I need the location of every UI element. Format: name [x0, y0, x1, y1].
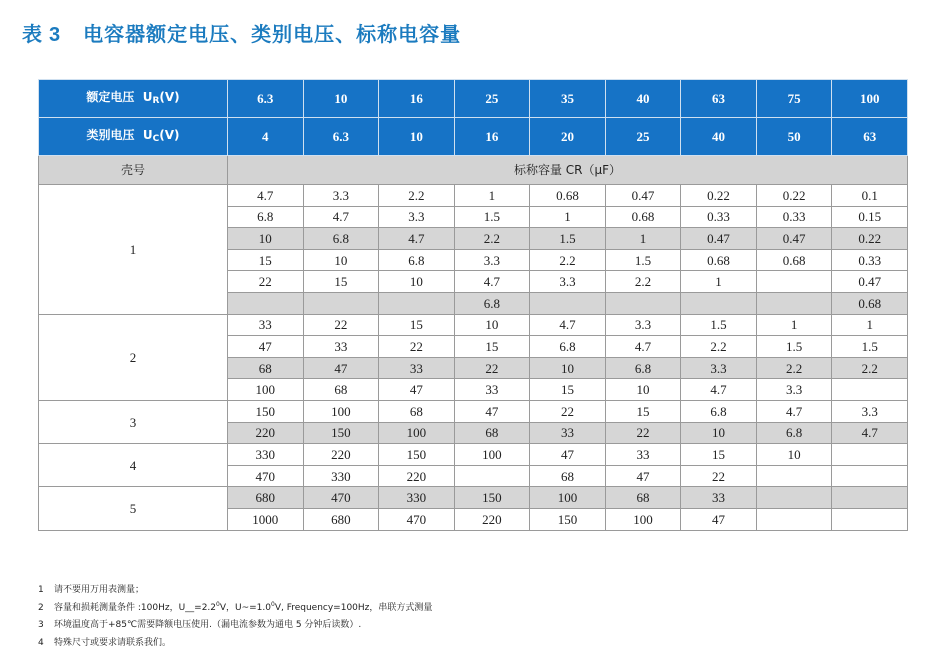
rated-voltage-cell-1: 6.3	[228, 80, 304, 118]
capacitance-cell: 10	[303, 249, 379, 271]
case-number-cell: 2	[39, 314, 228, 400]
capacitance-cell	[530, 292, 606, 314]
capacitance-cell: 1	[605, 228, 681, 250]
capacitance-cell: 0.33	[832, 249, 908, 271]
capacitance-cell: 15	[605, 400, 681, 422]
capacitance-cell: 100	[530, 487, 606, 509]
capacitance-cell: 0.47	[605, 185, 681, 207]
capacitance-cell: 47	[530, 444, 606, 466]
capacitance-cell: 470	[228, 465, 304, 487]
capacitance-cell: 680	[303, 508, 379, 530]
capacitance-cell: 100	[228, 379, 304, 401]
table-row	[39, 444, 908, 466]
capacitance-cell: 100	[303, 400, 379, 422]
capacitance-table	[38, 79, 908, 531]
capacitance-cell: 6.8	[756, 422, 832, 444]
capacitance-cell	[756, 271, 832, 293]
capacitance-cell	[454, 465, 530, 487]
capacitance-cell: 33	[454, 379, 530, 401]
capacitance-cell: 4.7	[530, 314, 606, 336]
capacitance-cell: 68	[303, 379, 379, 401]
capacitance-cell: 15	[303, 271, 379, 293]
capacitance-cell: 22	[681, 465, 757, 487]
capacitance-cell: 10	[228, 228, 304, 250]
capacitance-cell: 2.2	[454, 228, 530, 250]
capacitance-cell: 0.22	[681, 185, 757, 207]
capacitance-cell: 220	[228, 422, 304, 444]
capacitance-cell: 22	[228, 271, 304, 293]
capacitance-cell: 15	[228, 249, 304, 271]
capacitance-cell: 47	[605, 465, 681, 487]
capacitance-cell: 6.8	[228, 206, 304, 228]
capacitance-cell: 2.2	[379, 185, 455, 207]
footnote-1: 1 请不要用万用表测量；	[38, 585, 145, 595]
category-voltage-cell-4: 16	[454, 118, 530, 156]
capacitance-cell: 1	[681, 271, 757, 293]
capacitance-cell: 1.5	[832, 336, 908, 358]
capacitance-cell: 6.8	[379, 249, 455, 271]
capacitance-cell: 470	[379, 508, 455, 530]
capacitance-cell: 2.2	[681, 336, 757, 358]
case-number-cell: 5	[39, 487, 228, 530]
capacitance-cell: 4.7	[681, 379, 757, 401]
capacitance-cell: 0.68	[605, 206, 681, 228]
capacitance-cell: 22	[530, 400, 606, 422]
rated-voltage-cell-7: 63	[681, 80, 757, 118]
capacitance-cell: 4.7	[832, 422, 908, 444]
capacitance-cell: 0.33	[756, 206, 832, 228]
capacitance-cell: 4.7	[228, 185, 304, 207]
capacitance-cell: 68	[530, 465, 606, 487]
category-voltage-cell-6: 25	[605, 118, 681, 156]
capacitance-cell: 22	[303, 314, 379, 336]
rated-voltage-cell-9: 100	[832, 80, 908, 118]
category-voltage-label: 类别电压 $U_C(V)$	[39, 118, 228, 156]
capacitance-cell: 100	[605, 508, 681, 530]
capacitance-cell: 1.5	[605, 249, 681, 271]
capacitance-cell: 0.47	[756, 228, 832, 250]
category-voltage-cell-7: 40	[681, 118, 757, 156]
capacitance-cell: 33	[681, 487, 757, 509]
capacitance-cell: 6.8	[605, 357, 681, 379]
capacitance-cell: 3.3	[605, 314, 681, 336]
capacitance-cell: 680	[228, 487, 304, 509]
table-title: 表 3 电容器额定电压、类别电压、标称电容量	[22, 22, 462, 46]
capacitance-cell: 330	[228, 444, 304, 466]
capacitance-cell: 22	[379, 336, 455, 358]
capacitance-cell: 68	[379, 400, 455, 422]
capacitance-cell: 220	[454, 508, 530, 530]
capacitance-cell: 10	[379, 271, 455, 293]
capacitance-cell: 15	[379, 314, 455, 336]
capacitance-cell: 1000	[228, 508, 304, 530]
capacitance-cell: 150	[530, 508, 606, 530]
capacitance-cell: 2.2	[605, 271, 681, 293]
capacitance-cell: 330	[379, 487, 455, 509]
capacitance-cell: 10	[681, 422, 757, 444]
capacitance-cell: 150	[303, 422, 379, 444]
capacitance-cell: 10	[530, 357, 606, 379]
capacitance-cell: 1	[832, 314, 908, 336]
capacitance-cell: 150	[379, 444, 455, 466]
capacitance-cell: 68	[228, 357, 304, 379]
capacitance-cell: 4.7	[379, 228, 455, 250]
capacitance-cell: 100	[454, 444, 530, 466]
capacitance-cell: 0.22	[756, 185, 832, 207]
table-row	[39, 314, 908, 336]
capacitance-cell: 6.8	[303, 228, 379, 250]
capacitance-cell: 0.68	[832, 292, 908, 314]
capacitance-cell: 2.2	[530, 249, 606, 271]
capacitance-cell: 33	[605, 444, 681, 466]
capacitance-cell: 1.5	[530, 228, 606, 250]
capacitance-cell: 10	[756, 444, 832, 466]
capacitance-cell: 4.7	[303, 206, 379, 228]
category-voltage-cell-8: 50	[756, 118, 832, 156]
capacitance-cell	[303, 292, 379, 314]
rated-voltage-row	[39, 80, 908, 118]
capacitance-cell: 2.2	[756, 357, 832, 379]
capacitance-cell: 3.3	[454, 249, 530, 271]
category-voltage-cell-9: 63	[832, 118, 908, 156]
capacitance-cell: 6.8	[681, 400, 757, 422]
capacitance-cell	[681, 292, 757, 314]
capacitance-cell: 68	[454, 422, 530, 444]
capacitance-cell	[756, 487, 832, 509]
capacitance-cell: 1	[454, 185, 530, 207]
table-row	[39, 400, 908, 422]
capacitance-cell: 3.3	[756, 379, 832, 401]
category-voltage-row	[39, 118, 908, 156]
category-voltage-cell-3: 10	[379, 118, 455, 156]
footnote-2: 2 容量和损耗测量条件 :100Hz，$U\_\_=2.2^0V$，$U\sim=1.0^0V$, Frequency=100Hz，串联方式测量	[38, 600, 433, 613]
rated-voltage-cell-3: 16	[379, 80, 455, 118]
capacitance-cell: 150	[228, 400, 304, 422]
capacitance-cell: 0.33	[681, 206, 757, 228]
capacitance-cell: 0.47	[832, 271, 908, 293]
capacitance-cell: 0.47	[681, 228, 757, 250]
capacitance-cell: 1	[530, 206, 606, 228]
capacitance-cell: 47	[303, 357, 379, 379]
capacitance-cell	[756, 292, 832, 314]
capacitance-cell: 33	[228, 314, 304, 336]
capacitance-cell: 10	[454, 314, 530, 336]
capacitance-cell: 68	[605, 487, 681, 509]
capacitance-cell: 6.8	[530, 336, 606, 358]
section-header-row	[39, 156, 908, 185]
capacitance-cell: 47	[379, 379, 455, 401]
capacitance-cell	[832, 487, 908, 509]
capacitance-cell: 15	[454, 336, 530, 358]
capacitance-cell: 150	[454, 487, 530, 509]
capacitance-cell: 0.68	[681, 249, 757, 271]
capacitance-cell: 33	[530, 422, 606, 444]
capacitance-cell: 22	[605, 422, 681, 444]
capacitance-cell: 47	[454, 400, 530, 422]
capacitance-cell: 330	[303, 465, 379, 487]
footnote-3: 3 环境温度高于+85℃需要降额电压使用.（漏电流参数为通电 5 分钟后读数）.	[38, 620, 362, 630]
capacitance-cell: 4.7	[756, 400, 832, 422]
capacitance-cell: 3.3	[530, 271, 606, 293]
capacitance-cell: 33	[379, 357, 455, 379]
capacitance-cell: 3.3	[832, 400, 908, 422]
case-label: 壳号	[39, 156, 228, 185]
capacitance-cell: 470	[303, 487, 379, 509]
category-voltage-cell-1: 4	[228, 118, 304, 156]
category-voltage-cell-2: 6.3	[303, 118, 379, 156]
rated-voltage-cell-4: 25	[454, 80, 530, 118]
table-row	[39, 487, 908, 509]
capacitance-cell: 2.2	[832, 357, 908, 379]
capacitance-cell: 4.7	[605, 336, 681, 358]
case-number-cell: 3	[39, 400, 228, 443]
rated-voltage-label: 额定电压 $U_R(V)$	[39, 80, 228, 118]
case-number-cell: 1	[39, 185, 228, 315]
capacitance-cell	[832, 465, 908, 487]
capacitance-cell: 1.5	[756, 336, 832, 358]
capacitance-cell: 220	[379, 465, 455, 487]
category-voltage-cell-5: 20	[530, 118, 606, 156]
table-row	[39, 185, 908, 207]
capacitance-cell: 47	[228, 336, 304, 358]
footnote-4: 4 特殊尺寸或要求请联系我们。	[38, 637, 172, 648]
capacitance-cell: 22	[454, 357, 530, 379]
rated-voltage-cell-8: 75	[756, 80, 832, 118]
capacitance-cell: 1.5	[454, 206, 530, 228]
rated-voltage-cell-5: 35	[530, 80, 606, 118]
capacitance-cell	[379, 292, 455, 314]
capacitance-cell: 33	[303, 336, 379, 358]
capacitance-cell: 10	[605, 379, 681, 401]
capacitance-cell: 220	[303, 444, 379, 466]
capacitance-label: 标称容量 CR（μF）	[228, 156, 908, 185]
capacitance-cell: 1	[756, 314, 832, 336]
capacitance-cell: 0.68	[530, 185, 606, 207]
capacitance-cell: 3.3	[379, 206, 455, 228]
capacitance-cell	[832, 379, 908, 401]
capacitance-cell	[228, 292, 304, 314]
capacitance-cell: 4.7	[454, 271, 530, 293]
capacitance-cell	[756, 465, 832, 487]
capacitance-cell: 47	[681, 508, 757, 530]
capacitance-cell: 1.5	[681, 314, 757, 336]
rated-voltage-cell-2: 10	[303, 80, 379, 118]
capacitance-cell	[832, 508, 908, 530]
capacitance-cell: 0.1	[832, 185, 908, 207]
capacitance-cell: 15	[530, 379, 606, 401]
capacitance-cell: 6.8	[454, 292, 530, 314]
rated-voltage-cell-6: 40	[605, 80, 681, 118]
capacitance-cell: 0.22	[832, 228, 908, 250]
capacitance-cell: 3.3	[303, 185, 379, 207]
capacitance-cell: 0.15	[832, 206, 908, 228]
capacitance-cell	[605, 292, 681, 314]
capacitance-cell: 100	[379, 422, 455, 444]
capacitance-cell	[832, 444, 908, 466]
case-number-cell: 4	[39, 444, 228, 487]
capacitance-cell	[756, 508, 832, 530]
capacitance-cell: 15	[681, 444, 757, 466]
footnotes	[38, 582, 432, 652]
capacitance-cell: 3.3	[681, 357, 757, 379]
capacitance-cell: 0.68	[756, 249, 832, 271]
